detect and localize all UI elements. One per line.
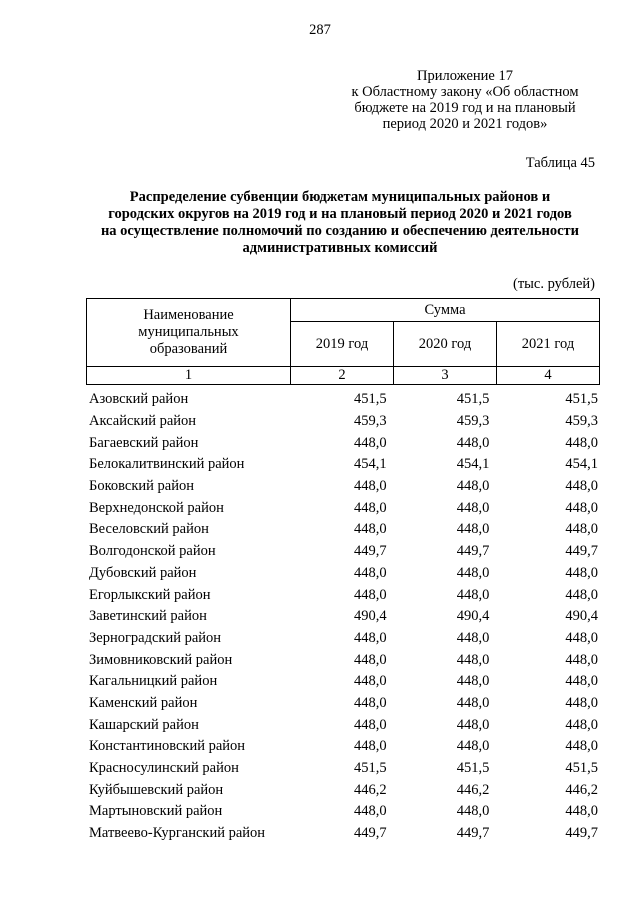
appendix-line: период 2020 и 2021 годов» — [382, 116, 548, 132]
value-2019: 448,0 — [354, 738, 387, 755]
value-2020: 448,0 — [456, 564, 490, 581]
value-2019: 448,0 — [354, 673, 387, 690]
value-2019: 448,0 — [354, 586, 387, 603]
value-2020: 448,0 — [456, 738, 490, 755]
value-2019: 449,7 — [354, 543, 387, 560]
units-label: (тыс. рублей) — [513, 276, 595, 292]
value-2019: 448,0 — [354, 651, 387, 668]
header-name-line: Наименование — [143, 307, 234, 323]
value-2021: 448,0 — [565, 434, 598, 451]
value-2021: 448,0 — [565, 478, 598, 495]
value-2021: 490,4 — [565, 608, 598, 625]
page-number: 287 — [309, 22, 331, 38]
header-year-2019: 2019 год — [291, 322, 394, 367]
municipality-name: Боковский район — [89, 478, 194, 495]
value-2019: 448,0 — [354, 716, 387, 733]
header-name-line: образований — [149, 341, 228, 357]
table-row — [86, 519, 600, 541]
municipality-name: Белокалитвинский район — [89, 456, 245, 473]
table-row — [86, 649, 600, 671]
value-2020: 448,0 — [456, 803, 490, 820]
table-row — [86, 476, 600, 498]
value-2021: 448,0 — [565, 803, 598, 820]
value-2021: 446,2 — [565, 781, 598, 798]
municipality-name: Верхнедонской район — [89, 499, 224, 516]
table-row — [86, 801, 600, 823]
value-2019: 449,7 — [354, 825, 387, 842]
value-2021: 448,0 — [565, 586, 598, 603]
value-2021: 449,7 — [565, 825, 598, 842]
value-2019: 448,0 — [354, 694, 387, 711]
table-body — [86, 389, 600, 844]
table-row — [86, 411, 600, 433]
value-2021: 451,5 — [565, 760, 598, 777]
value-2020: 448,0 — [456, 716, 490, 733]
appendix-line: к Областному закону «Об областном — [351, 84, 579, 100]
table-row — [86, 389, 600, 411]
table-row — [86, 563, 600, 585]
municipality-name: Зимовниковский район — [89, 651, 233, 668]
header-col-number: 3 — [394, 367, 497, 385]
table-row — [86, 606, 600, 628]
value-2021: 448,0 — [565, 521, 598, 538]
value-2019: 490,4 — [354, 608, 387, 625]
appendix-note — [330, 68, 600, 132]
value-2020: 448,0 — [456, 673, 490, 690]
appendix-line: бюджете на 2019 год и на плановый — [354, 100, 576, 116]
municipality-name: Каменский район — [89, 694, 198, 711]
value-2020: 448,0 — [456, 586, 490, 603]
value-2020: 448,0 — [456, 651, 490, 668]
value-2021: 448,0 — [565, 629, 598, 646]
header-name-line: муниципальных — [138, 324, 239, 340]
value-2019: 459,3 — [354, 413, 387, 430]
municipality-name: Заветинский район — [89, 608, 207, 625]
header-col-number: 4 — [497, 367, 600, 385]
table-row — [86, 497, 600, 519]
value-2020: 448,0 — [456, 478, 490, 495]
value-2021: 448,0 — [565, 716, 598, 733]
title-line: Распределение субвенции бюджетам муниципальных районов и — [129, 189, 551, 205]
municipality-name: Куйбышевский район — [89, 781, 224, 798]
value-2019: 451,5 — [354, 391, 387, 408]
value-2019: 451,5 — [354, 760, 387, 777]
value-2020: 451,5 — [456, 391, 490, 408]
value-2021: 448,0 — [565, 651, 598, 668]
value-2020: 448,0 — [456, 434, 490, 451]
header-col-number: 2 — [291, 367, 394, 385]
value-2020: 448,0 — [456, 694, 490, 711]
municipality-name: Азовский район — [89, 391, 189, 408]
header-sum-cell: Сумма — [291, 299, 600, 322]
value-2020: 448,0 — [456, 629, 490, 646]
title-line: городских округов на 2019 год и на плановый период 2020 и 2021 годов — [108, 206, 572, 222]
title-line: на осуществление полномочий по созданию и обеспечению деятельности — [100, 223, 580, 239]
table-row — [86, 736, 600, 758]
title-line: административных комиссий — [242, 240, 438, 256]
table-row — [86, 671, 600, 693]
table-row — [86, 432, 600, 454]
municipality-name: Дубовский район — [89, 564, 197, 581]
value-2020: 446,2 — [456, 781, 490, 798]
value-2019: 448,0 — [354, 629, 387, 646]
value-2020: 451,5 — [456, 760, 490, 777]
municipality-name: Кашарский район — [89, 716, 199, 733]
value-2021: 448,0 — [565, 499, 598, 516]
value-2019: 448,0 — [354, 478, 387, 495]
value-2021: 448,0 — [565, 564, 598, 581]
value-2020: 454,1 — [456, 456, 490, 473]
value-2019: 446,2 — [354, 781, 387, 798]
table-row — [86, 541, 600, 563]
header-col-number: 1 — [87, 367, 291, 385]
value-2021: 454,1 — [565, 456, 598, 473]
municipality-name: Мартыновский район — [89, 803, 223, 820]
municipality-name: Матвеево-Курганский район — [89, 825, 266, 842]
table-label: Таблица 45 — [525, 155, 595, 171]
value-2021: 449,7 — [565, 543, 598, 560]
municipality-name: Егорлыкский район — [89, 586, 211, 603]
value-2019: 448,0 — [354, 564, 387, 581]
table-row — [86, 628, 600, 650]
value-2020: 448,0 — [456, 521, 490, 538]
value-2020: 490,4 — [456, 608, 490, 625]
table-row — [86, 584, 600, 606]
municipality-name: Кагальницкий район — [89, 673, 218, 690]
value-2020: 448,0 — [456, 499, 490, 516]
value-2019: 448,0 — [354, 499, 387, 516]
table-row — [86, 758, 600, 780]
municipality-name: Красносулинский район — [89, 760, 239, 777]
table-row — [86, 693, 600, 715]
municipality-name: Аксайский район — [89, 413, 197, 430]
value-2021: 448,0 — [565, 694, 598, 711]
municipality-name: Веселовский район — [89, 521, 209, 538]
table-row — [86, 779, 600, 801]
value-2019: 454,1 — [354, 456, 387, 473]
table-header — [86, 298, 600, 385]
value-2019: 448,0 — [354, 521, 387, 538]
value-2021: 448,0 — [565, 673, 598, 690]
value-2021: 451,5 — [565, 391, 598, 408]
municipality-name: Зерноградский район — [89, 629, 222, 646]
header-year-2021: 2021 год — [497, 322, 600, 367]
appendix-line: Приложение 17 — [417, 68, 513, 84]
municipality-name: Багаевский район — [89, 434, 199, 451]
value-2020: 449,7 — [456, 825, 490, 842]
table-row — [86, 714, 600, 736]
value-2019: 448,0 — [354, 434, 387, 451]
header-year-2020: 2020 год — [394, 322, 497, 367]
value-2019: 448,0 — [354, 803, 387, 820]
value-2021: 459,3 — [565, 413, 598, 430]
municipality-name: Волгодонской район — [89, 543, 216, 560]
value-2021: 448,0 — [565, 738, 598, 755]
table-title — [60, 189, 620, 257]
header-name-cell — [87, 299, 291, 367]
value-2020: 449,7 — [456, 543, 490, 560]
table-row — [86, 823, 600, 845]
municipality-name: Константиновский район — [89, 738, 246, 755]
table-row — [86, 454, 600, 476]
value-2020: 459,3 — [456, 413, 490, 430]
